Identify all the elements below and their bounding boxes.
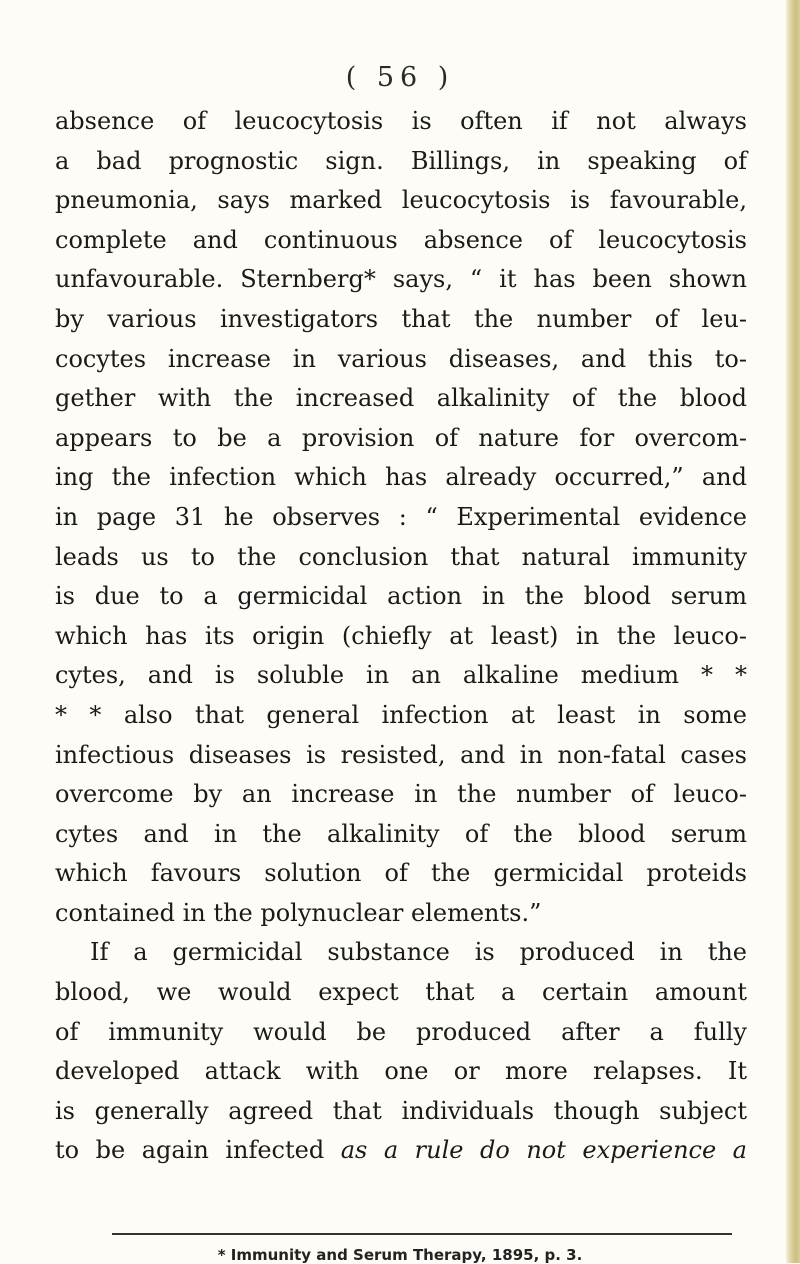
- text-line: If a germicidal substance is produced in the: [90, 938, 747, 967]
- text-line: blood, we would expect that a certain amount: [55, 978, 747, 1007]
- text-line: overcome by an increase in the number of leuco-: [55, 780, 747, 809]
- italic-phrase: as a rule do not experience a: [340, 1136, 747, 1165]
- text-line: is generally agreed that individuals though subject: [55, 1096, 747, 1125]
- text-line: appears to be a provision of nature for overcom-: [55, 423, 747, 452]
- text-line: complete and continuous absence of leucocytosis: [55, 225, 747, 254]
- text-line: contained in the polynuclear elements.”: [55, 898, 542, 927]
- footnote-rule: [112, 1233, 732, 1235]
- text-line: ing the infection which has already occurred,” and: [55, 463, 747, 492]
- text-line: is due to a germicidal action in the blood serum: [55, 582, 747, 611]
- footnote: * Immunity and Serum Therapy, 1895, p. 3.: [217, 1246, 583, 1264]
- text-line: in page 31 he observes : “ Experimental evidence: [55, 502, 747, 531]
- text-line: gether with the increased alkalinity of the blood: [55, 384, 747, 413]
- text-line: unfavourable. Sternberg* says, “ it has been shown: [55, 265, 747, 294]
- body-text: [55, 102, 747, 1171]
- text-line: leads us to the conclusion that natural immunity: [55, 542, 747, 571]
- text-line: of immunity would be produced after a fully: [55, 1017, 747, 1046]
- text-segment: to be again infected: [55, 1136, 341, 1165]
- text-line: cocytes increase in various diseases, and this to-: [55, 344, 747, 373]
- text-line: a bad prognostic sign. Billings, in speaking of: [55, 146, 747, 175]
- text-line: cytes, and is soluble in an alkaline medium * *: [55, 661, 747, 690]
- text-line: which has its origin (chiefly at least) in the leuco-: [55, 621, 747, 650]
- text-line: * * also that general infection at least in some: [55, 700, 747, 729]
- text-line: pneumonia, says marked leucocytosis is favourable,: [55, 186, 747, 215]
- text-line: developed attack with one or more relapses. It: [55, 1057, 747, 1086]
- text-line: by various investigators that the number of leu-: [55, 304, 747, 333]
- text-line: which favours solution of the germicidal proteids: [55, 859, 747, 888]
- text-line: infectious diseases is resisted, and in non-fatal cases: [55, 740, 747, 769]
- text-line: absence of leucocytosis is often if not always: [55, 107, 747, 135]
- page-edge-shadow: [786, 0, 800, 1263]
- text-line: cytes and in the alkalinity of the blood serum: [55, 819, 747, 848]
- page-number: ( 56 ): [345, 62, 455, 93]
- text-line-final: [55, 1131, 747, 1171]
